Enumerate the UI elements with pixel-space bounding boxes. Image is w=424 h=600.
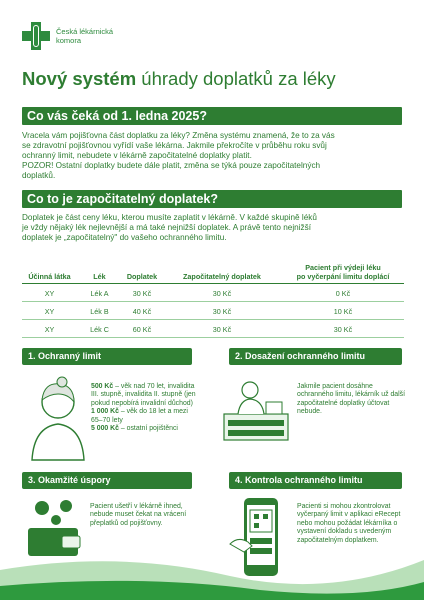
- limit-value: 500 Kč: [91, 383, 114, 390]
- card-label-2: 2. Dosažení ochranného limitu: [229, 348, 402, 365]
- table-cell: 30 Kč: [132, 289, 152, 298]
- section-heading-2: Co to je započitatelný doplatek?: [22, 190, 402, 208]
- col-header-line: po vyčerpání limitu doplácí: [296, 272, 390, 281]
- table-cell: 60 Kč: [132, 325, 152, 334]
- card-label-4: 4. Kontrola ochranného limitu: [229, 472, 402, 489]
- table-cell: Lék A: [90, 289, 109, 298]
- table-cell: 30 Kč: [333, 325, 353, 334]
- limit-item: [91, 383, 199, 408]
- section-heading-1: Co vás čeká od 1. ledna 2025?: [22, 107, 402, 125]
- table-cell: 10 Kč: [333, 307, 353, 316]
- table-header: [22, 258, 404, 284]
- table-row: [22, 320, 404, 338]
- table-cell: XY: [44, 289, 55, 298]
- limit-desc: – věk nad 70 let, invalidita III. stupně, invalidita II. stupně (jen pokud nepobírá invalidní důchod): [91, 383, 196, 407]
- col-header: [282, 263, 404, 281]
- s2-line: Doplatek je část ceny léku, kterou musíte zaplatit v lékárně. V každé skupině léků: [22, 213, 317, 222]
- title-bold: Nový systém: [22, 68, 137, 89]
- title-rest: úhrady doplatků za léky: [136, 68, 336, 89]
- col-header: Účinná látka: [28, 272, 71, 281]
- pharmacy-cross-icon: [22, 22, 50, 50]
- col-header: Doplatek: [126, 272, 158, 281]
- limit-desc: – věk do 18 let a mezi 65–70 lety: [91, 408, 188, 424]
- senior-woman-illustration: [22, 372, 94, 462]
- s1-line: Vracela vám pojišťovna část doplatku za léky? Změna systému znamená, že to za vás: [22, 131, 335, 140]
- s2-line: je vždy nějaký lék nejlevnější a má také nejnižší doplatek. A právě tento nejnižší: [22, 223, 311, 233]
- card-label-3: 3. Okamžité úspory: [22, 472, 192, 489]
- card-label-1: 1. Ochranný limit: [22, 348, 192, 365]
- table-cell: 0 Kč: [335, 289, 351, 298]
- limit-value: 1 000 Kč: [91, 408, 119, 416]
- footer-wave: [0, 530, 424, 600]
- s1-line: POZOR! Ostatní doplatky budete dále platit, změna se týká pouze započitatelných: [22, 161, 321, 171]
- section1-paragraph: [22, 131, 407, 181]
- s2-line: doplatek je „započitatelný" do vašeho ochranného limitu.: [22, 233, 227, 243]
- table-cell: 40 Kč: [132, 307, 152, 316]
- page-title: [22, 68, 336, 90]
- logo-line-1: Česká lékárnická: [56, 27, 114, 36]
- logo-line-2: komora: [56, 36, 82, 45]
- card3-text: Pacient ušetří v lékárně ihned, nebude muset čekat na vrácení přeplatků od pojišťovny.: [90, 503, 187, 527]
- table-cell: Lék C: [90, 325, 109, 334]
- card1-text: [91, 383, 199, 433]
- s1-line: doplatků.: [22, 171, 56, 181]
- table-row: [22, 302, 404, 320]
- table-cell: Lék B: [90, 307, 109, 316]
- limit-item: [91, 425, 199, 433]
- col-header: Lék: [93, 272, 106, 281]
- table-cell: 30 Kč: [212, 307, 232, 316]
- card2-text: Jakmile pacient dosáhne ochranného limitu, lékárník už další započitatelné doplatky účtovat nebude.: [297, 383, 406, 416]
- pharmacist-counter-illustration: [222, 374, 292, 442]
- copayment-table: [22, 258, 404, 338]
- col-header-line: Pacient při výdeji léku: [305, 263, 381, 272]
- col-header: Započitatelný doplatek: [183, 272, 261, 281]
- table-cell: XY: [44, 325, 55, 334]
- table-cell: 30 Kč: [212, 289, 232, 298]
- table-cell: 30 Kč: [212, 325, 232, 334]
- s1-line: ochranný limit, nebudete v lékárně započitatelné doplatky platit.: [22, 151, 252, 161]
- limit-item: [91, 408, 199, 425]
- s1-line: se zdravotní pojišťovnou vyřídí vaše lékárna. Jakmile překročíte v průběhu roku svůj: [22, 141, 327, 151]
- limit-value: 5 000 Kč: [91, 425, 119, 433]
- logo: [22, 22, 116, 50]
- logo-text: [56, 27, 116, 45]
- card4-text: Pacienti si mohou zkontrolovat vyčerpaný limit v aplikaci eRecept nebo mohou požádat lékárníka o vystavení dokladu s uvedeným započitatelným doplatkem.: [297, 503, 401, 544]
- table-row: [22, 284, 404, 302]
- table-cell: XY: [44, 307, 55, 316]
- section2-paragraph: [22, 213, 407, 243]
- limit-desc: – ostatní pojištěnci: [118, 425, 178, 433]
